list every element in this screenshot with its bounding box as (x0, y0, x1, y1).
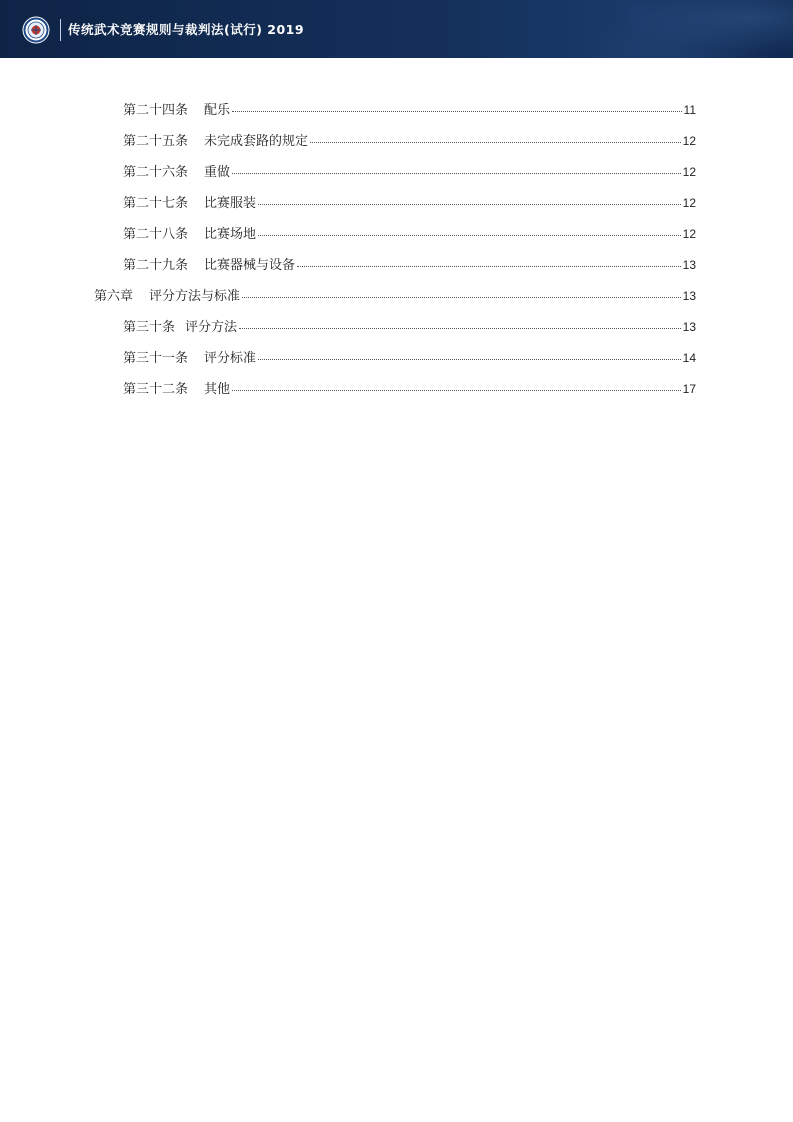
toc-article-number: 第三十条 (123, 320, 176, 335)
toc-article-number: 第二十七条 (123, 196, 189, 211)
toc-article-number: 第三十二条 (123, 382, 189, 397)
toc-page-number: 17 (682, 382, 696, 396)
toc-entry[interactable] (123, 162, 696, 182)
toc-entry-title: 评分方法 (185, 320, 238, 335)
toc-chapter-number: 第六章 (94, 289, 134, 304)
toc-page-number: 12 (682, 227, 696, 241)
toc-entry[interactable] (123, 348, 696, 368)
toc-dot-leader (258, 234, 681, 236)
toc-entry[interactable] (123, 224, 696, 244)
toc-entry-title: 其他 (204, 382, 231, 397)
toc-entry-title: 评分方法与标准 (149, 289, 241, 304)
toc-entry[interactable] (123, 131, 696, 151)
toc-page-number: 11 (683, 103, 696, 117)
toc-article-number: 第二十八条 (123, 227, 189, 242)
page-header (0, 0, 793, 58)
toc-page-number: 14 (682, 351, 696, 365)
toc-article-number: 第二十九条 (123, 258, 189, 273)
toc-dot-leader (297, 265, 681, 267)
toc-dot-leader (232, 389, 681, 391)
toc-dot-leader (232, 172, 681, 174)
toc-entry-title: 未完成套路的规定 (204, 134, 309, 149)
toc-article-number: 第二十五条 (123, 134, 189, 149)
document-title: 传统武术竞赛规则与裁判法(试行) 2019 (68, 22, 305, 37)
toc-entry[interactable] (123, 193, 696, 213)
toc-article-number: 第三十一条 (123, 351, 189, 366)
toc-entry-title: 比赛场地 (204, 227, 257, 242)
toc-dot-leader (232, 110, 682, 112)
toc-entry[interactable] (123, 255, 696, 275)
toc-dot-leader (258, 203, 681, 205)
toc-entry-title: 重做 (204, 165, 231, 180)
toc-dot-leader (258, 358, 681, 360)
toc-page-number: 13 (682, 289, 696, 303)
header-divider (60, 19, 61, 41)
toc-page-number: 13 (682, 320, 696, 334)
toc-page-number: 12 (682, 165, 696, 179)
toc-dot-leader (242, 296, 681, 298)
toc-dot-leader (239, 327, 681, 329)
toc-article-number: 第二十四条 (123, 103, 189, 118)
toc-page-number: 13 (682, 258, 696, 272)
toc-article-number: 第二十六条 (123, 165, 189, 180)
toc-chapter-entry[interactable] (94, 286, 696, 306)
toc-entry[interactable] (123, 317, 696, 337)
toc-entry-title: 评分标准 (204, 351, 257, 366)
toc-entry[interactable] (123, 379, 696, 399)
toc-entry-title: 配乐 (204, 103, 231, 118)
toc-page-number: 12 (682, 196, 696, 210)
toc-entry[interactable] (123, 100, 696, 120)
wushu-association-emblem-icon (22, 16, 50, 44)
toc-page-number: 12 (682, 134, 696, 148)
toc-entry-title: 比赛器械与设备 (204, 258, 296, 273)
header-decoration (593, 0, 793, 58)
toc-dot-leader (310, 141, 681, 143)
toc-entry-title: 比赛服装 (204, 196, 257, 211)
